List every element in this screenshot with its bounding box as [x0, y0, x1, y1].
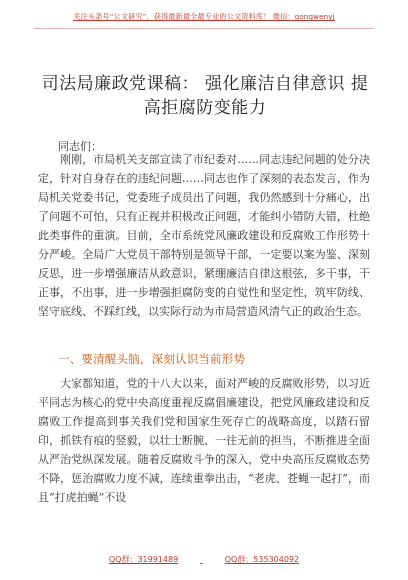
qq-group-link-2[interactable]: QQ群：535304092: [224, 555, 300, 564]
promo-header[interactable]: 关注头条号“公文研究”，获得最新最全最专业的公文资料库！ 微信：gongwenyj: [73, 12, 335, 21]
body-paragraph: 刚刚，市局机关支部宣读了市纪委对……同志违纪问题的处分决定，针对自身存在的违纪问题……同志也作了深刻的表态发言，作为局机关党委书记，党委班子成员出了问题，我仍然感到十分痛心，出了问题不可怕，只有正视并积极改正问题，才能纠小错防大错，杜绝此类事件的重演。目前，全市系统党风廉政建设和反腐败工作形势十分严峻。全局广大党员干部特别是领导干部，一定要以案为鉴、深刻反思，进一步增强廉洁从政意识，紧绷廉洁自律这根弦，多干事，干正事，不出事，进一步增强拒腐防变的自觉性和坚定性，筑牢防线、坚守底线、不踩红线，以实际行动为市局营造风清气正的政治生态。: [38, 153, 370, 318]
document-title: 司法局廉政党课稿： 强化廉洁自律意识 提高拒腐防变能力: [41, 74, 369, 118]
greeting: 同志们：: [58, 140, 102, 153]
footer-contacts: [0, 554, 408, 565]
section-heading: 一、要清醒头脑，深刻认识当前形势: [58, 352, 246, 366]
body-paragraph: 大家都知道，党的十八大以来，面对严峻的反腐败形势，以习近平同志为核心的党中央高度重视反腐倡廉建设，把党风廉政建设和反腐败工作提高到事关我们党和国家生死存亡的战略高度，以踏石留印，抓铁有痕的竖毅，以壮士断腕、一往无前的担当，不断推进全面从严治党纵深发展。随着反腐败斗争的深入，党中央高压反腐败态势不降，惩治腐败力度不减，连续重拳出击，“老虎、苍蝇一起打”，而且“打虎拍蝇”不设: [38, 377, 370, 504]
header-divider: [34, 28, 374, 29]
qq-group-link-1[interactable]: QQ群：31991489: [108, 555, 179, 564]
